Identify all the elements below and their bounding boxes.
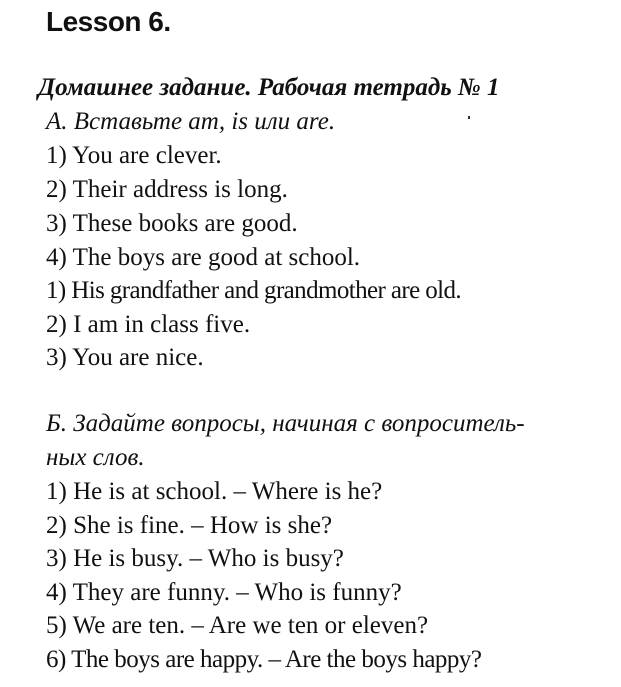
section-a-item: 3) You are nice. bbox=[46, 344, 204, 371]
section-a-item: 2) I am in class five. bbox=[46, 311, 251, 338]
section-b-item: 4) They are funny. – Who is funny? bbox=[46, 579, 402, 606]
section-b-heading: Б. Задайте вопросы, начиная с вопроситель- bbox=[46, 410, 525, 437]
homework-title: Домашнее задание. Рабочая тетрадь № 1 bbox=[38, 74, 500, 101]
section-a-item: 2) Their address is long. bbox=[46, 176, 288, 203]
section-b-item: 6) The boys are happy. – Are the boys happy? bbox=[46, 646, 482, 673]
section-a-item: 1) His grandfather and grandmother are old. bbox=[46, 277, 462, 304]
section-a-item: 3) These books are good. bbox=[46, 210, 298, 237]
section-b-item: 5) We are ten. – Are we ten or eleven? bbox=[46, 612, 429, 639]
section-a-heading: А. Вставьте am, is или are. bbox=[46, 108, 336, 135]
section-b-heading-continued: ных слов. bbox=[46, 444, 145, 471]
section-a-item: 4) The boys are good at school. bbox=[46, 244, 361, 271]
lesson-title: Lesson 6. bbox=[46, 6, 171, 37]
section-b-item: 1) He is at school. – Where is he? bbox=[46, 478, 383, 505]
stray-mark bbox=[468, 116, 470, 119]
section-b-item: 3) He is busy. – Who is busy? bbox=[46, 545, 344, 572]
section-a-item: 1) You are clever. bbox=[46, 142, 222, 169]
section-b-item: 2) She is fine. – How is she? bbox=[46, 512, 333, 539]
